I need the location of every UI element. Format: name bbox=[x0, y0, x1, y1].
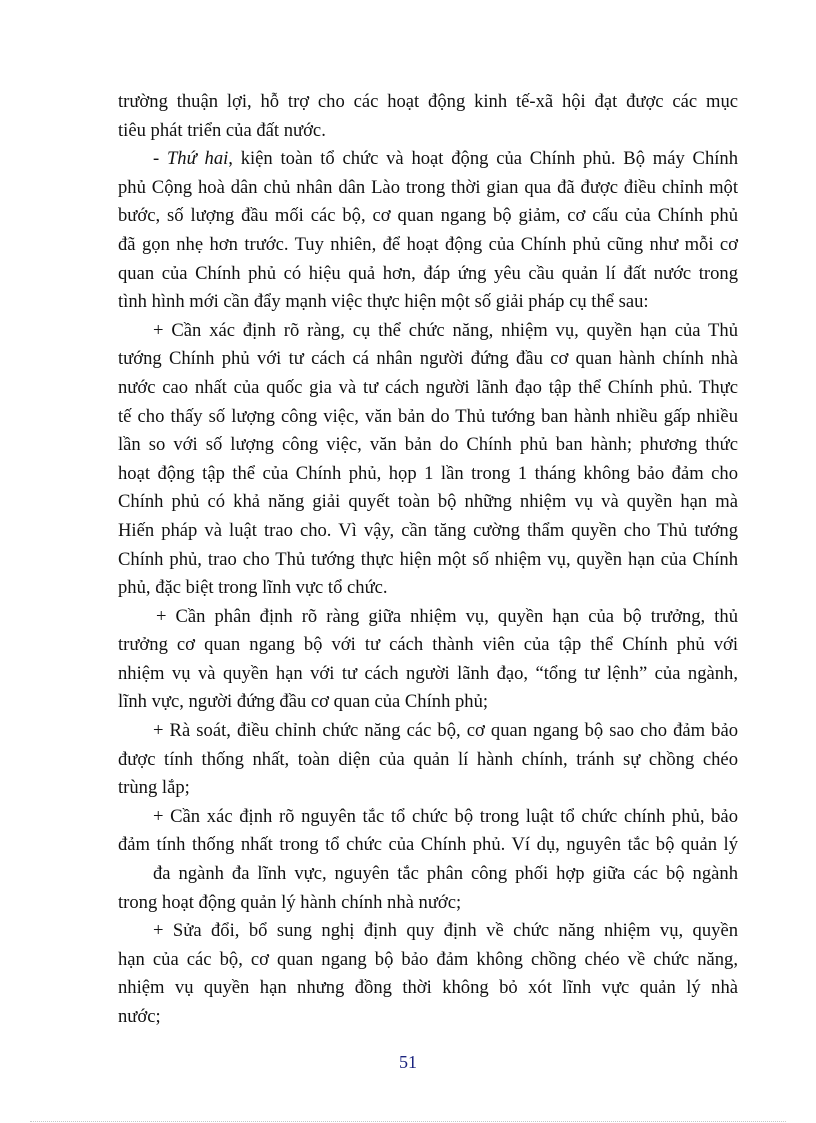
text-line: trưởng cơ quan ngang bộ với tư cách thành viên của tập thể Chính phủ với bbox=[118, 634, 738, 656]
paragraph bbox=[118, 717, 738, 803]
paragraph bbox=[118, 145, 738, 317]
text-line bbox=[118, 145, 738, 174]
text-line: + Cần xác định rõ ràng, cụ thể chức năng, nhiệm vụ, quyền hạn của Thủ bbox=[153, 319, 738, 341]
text-line: Hiến pháp và luật trao cho. Vì vậy, cần tăng cường thẩm quyền cho Thủ tướng bbox=[118, 519, 738, 541]
text-line: Chính phủ có khả năng giải quyết toàn bộ những nhiệm vụ và quyền hạn mà bbox=[118, 491, 738, 513]
paragraph bbox=[118, 603, 738, 717]
text-line: phủ Cộng hoà dân chủ nhân dân Lào trong thời gian qua đã được điều chỉnh một bbox=[118, 176, 738, 198]
text-line: + Sửa đổi, bổ sung nghị định quy định về chức năng nhiệm vụ, quyền bbox=[153, 920, 738, 942]
text-line: quan của Chính phủ có hiệu quả hơn, đáp ứng yêu cầu quản lí đất nước trong bbox=[118, 262, 738, 284]
text-line: phủ, đặc biệt trong lĩnh vực tổ chức. bbox=[118, 577, 388, 599]
paragraph bbox=[118, 317, 738, 603]
text-line: trong hoạt động quản lý hành chính nhà nước; bbox=[118, 891, 462, 913]
text-line: tướng Chính phủ với tư cách cá nhân người đứng đầu cơ quan hành chính nhà bbox=[118, 348, 738, 370]
text-line: tình hình mới cần đẩy mạnh việc thực hiện một số giải pháp cụ thể sau: bbox=[118, 291, 649, 313]
text-line: hạn của các bộ, cơ quan ngang bộ bảo đảm không chồng chéo về chức năng, bbox=[118, 948, 738, 970]
text-line: đảm tính thống nhất trong tổ chức của Chính phủ. Ví dụ, nguyên tắc bộ quản lý bbox=[118, 834, 738, 856]
list-dash: - bbox=[153, 148, 167, 170]
text-line: lĩnh vực, người đứng đầu cơ quan của Chính phủ; bbox=[118, 691, 489, 713]
text-line: được tính thống nhất, toàn diện của quản lí hành chính, tránh sự chồng chéo bbox=[118, 748, 738, 770]
document-body bbox=[118, 88, 738, 1032]
text-line: nước; bbox=[118, 1006, 161, 1027]
paragraph bbox=[118, 917, 738, 1031]
paragraph bbox=[118, 88, 738, 145]
text-line: nhiệm vụ và quyền hạn với tư cách người lãnh đạo, “tổng tư lệnh” của ngành, bbox=[118, 662, 738, 684]
page-number: 51 bbox=[399, 1052, 417, 1072]
text-line: + Rà soát, điều chỉnh chức năng các bộ, cơ quan ngang bộ sao cho đảm bảo bbox=[153, 720, 738, 742]
paragraph bbox=[118, 803, 738, 917]
text-line: đã gọn nhẹ hơn trước. Tuy nhiên, để hoạt động của Chính phủ cũng như mỗi cơ bbox=[118, 233, 738, 255]
text-line: trường thuận lợi, hỗ trợ cho các hoạt động kinh tế-xã hội đạt được các mục bbox=[118, 91, 738, 112]
text-line: nhiệm vụ quyền hạn nhưng đồng thời không bỏ xót lĩnh vực quản lý nhà bbox=[118, 977, 738, 999]
text-line: lần so với số lượng công việc, văn bản do Chính phủ ban hành; phương thức bbox=[118, 434, 738, 456]
text-line: tế cho thấy số lượng công việc, văn bản do Thủ tướng ban hành nhiều gấp nhiều bbox=[118, 405, 738, 427]
italic-heading: Thứ hai bbox=[166, 148, 229, 170]
page-bottom-border bbox=[30, 1121, 786, 1122]
text-line: nước cao nhất của quốc gia và tư cách người lãnh đạo tập thể Chính phủ. Thực bbox=[118, 376, 738, 398]
text-line: trùng lắp; bbox=[118, 777, 190, 799]
text-fragment: , kiện toàn tổ chức và hoạt động của Chính phủ. Bộ máy Chính bbox=[228, 148, 739, 170]
text-line: + Cần phân định rõ ràng giữa nhiệm vụ, quyền hạn của bộ trưởng, thủ bbox=[156, 605, 738, 627]
text-line: + Cần xác định rõ nguyên tắc tổ chức bộ trong luật tổ chức chính phủ, bảo bbox=[153, 805, 738, 827]
text-line: Chính phủ, trao cho Thủ tướng thực hiện một số nhiệm vụ, quyền hạn của Chính bbox=[118, 548, 738, 570]
text-line: bước, số lượng đầu mối các bộ, cơ quan ngang bộ giảm, cơ cấu của Chính phủ bbox=[118, 205, 738, 227]
text-line: tiêu phát triển của đất nước. bbox=[118, 119, 326, 141]
text-line: hoạt động tập thể của Chính phủ, họp 1 lần trong 1 tháng không bảo đảm cho bbox=[118, 462, 738, 484]
text-line: đa ngành đa lĩnh vực, nguyên tắc phân công phối hợp giữa các bộ ngành bbox=[153, 863, 738, 885]
